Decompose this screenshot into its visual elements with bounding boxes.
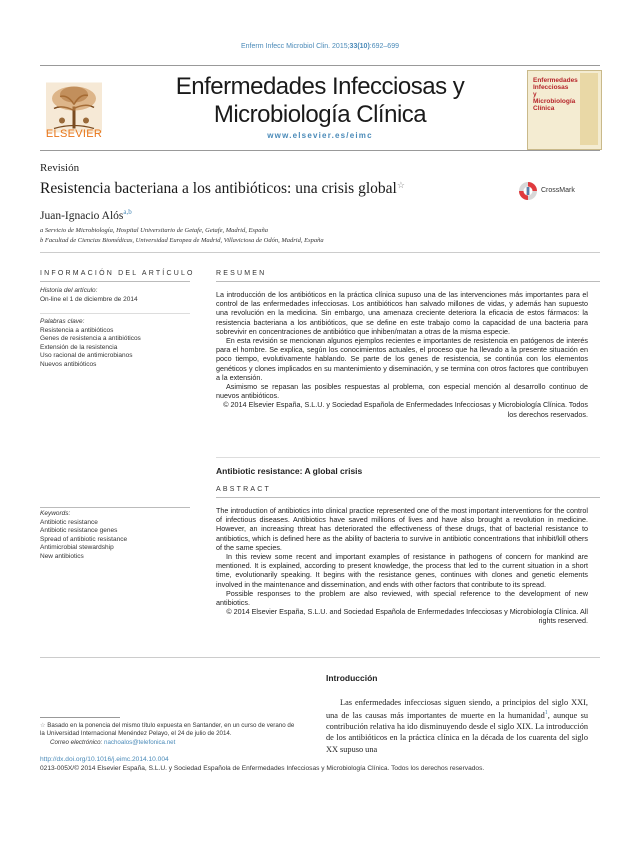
history-value: On-line el 1 de diciembre de 2014	[40, 295, 138, 303]
history-rule	[40, 313, 190, 314]
keywords-en	[40, 510, 190, 561]
publisher-name: ELSEVIER	[45, 128, 103, 140]
abstract-body	[216, 506, 588, 626]
journal-title-line2: Microbiología Clínica	[213, 101, 427, 128]
resumen-end-rule	[216, 457, 600, 458]
abstract-paragraph: Possible responses to the problem are also reviewed, with special reference to the development of new antibiotics.	[216, 588, 588, 608]
keyword-es-item: Extensión de la resistencia	[40, 343, 118, 351]
english-title: Antibiotic resistance: A global crisis	[216, 466, 363, 476]
doi-link[interactable]: http://dx.doi.org/10.1016/j.eimc.2014.10.004	[40, 756, 169, 763]
resumen-heading: RESUMEN	[216, 270, 267, 277]
history-label: Historia del artículo:	[40, 287, 98, 294]
footnote-rule	[40, 717, 120, 718]
keyword-en-item: New antibiotics	[40, 552, 84, 560]
keywords-en-rule	[40, 507, 190, 508]
keyword-es-item: Resistencia a antibióticos	[40, 326, 114, 334]
journal-citation[interactable]	[0, 43, 640, 50]
header-bottom-rule	[40, 150, 600, 151]
journal-title	[130, 73, 510, 129]
citation-pages: :692–699	[369, 43, 399, 50]
footnote-mark: ☆	[40, 722, 46, 729]
intro-paragraph	[326, 697, 588, 755]
reference-link[interactable]: 1	[544, 710, 548, 717]
abstract-rule	[216, 497, 600, 498]
intro-body	[326, 697, 588, 755]
keyword-es-item: Nuevos antibióticos	[40, 360, 97, 368]
abstract-paragraph: The introduction of antibiotics into clinical practice represented one of the most important interventions for the control of infectious diseases. Antibiotics have saved millions of lives and have also brought a revolution in medicine. However, an increasing threat has deteriorated the effectiveness of these drugs, that of bacterial resistance to antibiotics, which is defined here as the ability of bacteria to survive in antibiotic concentrations that inhibit/kill others of the same species.	[216, 506, 588, 552]
cover-strip	[580, 73, 598, 145]
resumen-paragraph: La introducción de los antibióticos en la práctica clínica supuso una de las intervenciones más importantes para el control de las enfermedades infecciosas. Los antibióticos han salvado millones de vidas, y además han supuesto una revolución en la medicina. Sin embargo, una amenaza creciente deteriora la eficacia de estos fármacos: la resistencia bacteriana a los antibióticos, que se define en este trabajo como la capacidad de una bacteria para sobrevivir en concentraciones de antibiótico que inhiben/matan a otras de la misma especie.	[216, 290, 588, 336]
resumen-paragraph: Asimismo se repasan las posibles respuestas al problema, con especial mención al desarrollo continuo de nuevos antibióticos.	[216, 382, 588, 401]
abstract-heading: ABSTRACT	[216, 486, 271, 493]
section-type: Revisión	[40, 162, 80, 174]
keyword-es-item: Uso racional de antimicrobianos	[40, 352, 133, 359]
citation-text: Enferm Infecc Microbiol Clin. 2015;	[241, 43, 350, 50]
keyword-en-item: Antibiotic resistance genes	[40, 527, 118, 534]
keywords-es-label: Palabras clave:	[40, 318, 85, 325]
article-info-heading: INFORMACIÓN DEL ARTÍCULO	[40, 270, 195, 277]
keyword-es-item: Genes de resistencia a antibióticos	[40, 335, 141, 342]
issn-copyright: 0213-005X/© 2014 Elsevier España, S.L.U. y Sociedad Española de Enfermedades Infecciosas y Microbiología Clínica. Todos los derechos reservados.	[40, 765, 485, 772]
keyword-en-item: Antimicrobial stewardship	[40, 544, 114, 551]
keywords-es	[40, 318, 190, 369]
article-history	[40, 287, 190, 304]
resumen-paragraph: En esta revisión se mencionan algunos ejemplos recientes e importantes de resistencia en patógenos de interés para el hombre. Se explica, según los conocimientos actuales, el proceso que ha llevado a la presente situación en poco tiempo, evolutivamente hablando. Se parte de los genes de resistencia, se continúa con los elementos genéticos y clones implicados en su mantenimiento y diseminación, y se termina con otros factores que contribuyen a la extensión.	[216, 336, 588, 382]
email-label: Correo electrónico:	[50, 738, 103, 746]
journal-cover-image	[527, 70, 602, 150]
keyword-en-item: Spread of antibiotic resistance	[40, 535, 128, 543]
crossmark-icon[interactable]	[518, 181, 538, 201]
abstract-copyright: © 2014 Elsevier España, S.L.U. and Sociedad Española de Enfermedades Infecciosas y Microbiología Clínica. All rights reserved.	[226, 607, 588, 626]
author-text: Juan-Ignacio Alós	[40, 209, 124, 222]
abstract-paragraph: In this review some recent and important examples of resistance in pathogens of concern for mankind are mentioned. It is explained, according to present knowledge, the process that led to the current situation in a short time, evolutionarily speaking. It begins with the resistance genes, continues with clones and genetic elements involved in the maintenance and dissemination, and ends with other factors that contribute to its spread.	[216, 552, 588, 589]
citation-volume: 33(10)	[349, 43, 370, 50]
affiliation-rule	[40, 252, 600, 253]
keyword-en-item: Antibiotic resistance	[40, 518, 98, 526]
footnote-text: Basado en la ponencia del mismo título expuesta en Santander, en un curso de verano de la Universidad Internacional Menéndez Pelayo, el 24 de julio de 2014.	[40, 722, 295, 738]
author-name	[40, 208, 132, 222]
resumen-copyright: © 2014 Elsevier España, S.L.U. y Sociedad Española de Enfermedades Infecciosas y Microbiología Clínica. Todos los derechos reservados.	[223, 400, 588, 419]
title-footnote-mark[interactable]: ☆	[396, 180, 405, 190]
keywords-en-label: Keywords:	[40, 510, 71, 517]
abstract-end-rule	[40, 657, 600, 658]
intro-text-1: Las enfermedades infecciosas siguen siendo, a principios del siglo XXI, una de las causas más importantes de muerte en la humanidad	[326, 698, 588, 720]
crossmark-label[interactable]: CrossMark	[541, 187, 575, 194]
journal-title-line1: Enfermedades Infecciosas y	[175, 73, 465, 100]
cover-title: Enfermedades Infecciosas y Microbiología Clínica	[533, 77, 578, 112]
intro-text-2: , aunque su contribución relativa ha ido disminuyendo desde el siglo XIX. La introducción de los antibióticos en la práctica clínica en la década de los cuarenta del siglo XX supuso una	[326, 710, 588, 754]
article-title-text: Resistencia bacteriana a los antibióticos: una crisis global	[40, 180, 397, 197]
author-affiliation-sup[interactable]: a,b	[123, 208, 132, 216]
affiliation-b: b Facultad de Ciencias Biomédicas, Universidad Europea de Madrid, Villaviciosa de Odón, Madrid, España	[40, 237, 324, 244]
resumen-rule	[216, 281, 600, 282]
author-email[interactable]: nachoalos@telefonica.net	[104, 738, 176, 746]
footnote	[40, 722, 300, 747]
journal-url[interactable]: www.elsevier.es/eimc	[267, 131, 373, 140]
affiliation-a: a Servicio de Microbiología, Hospital Universitario de Getafe, Getafe, Madrid, España	[40, 227, 268, 234]
article-title	[40, 180, 405, 198]
header-top-rule	[40, 65, 600, 66]
resumen-body	[216, 290, 588, 419]
intro-heading: Introducción	[326, 673, 378, 683]
article-info-rule	[40, 281, 190, 282]
